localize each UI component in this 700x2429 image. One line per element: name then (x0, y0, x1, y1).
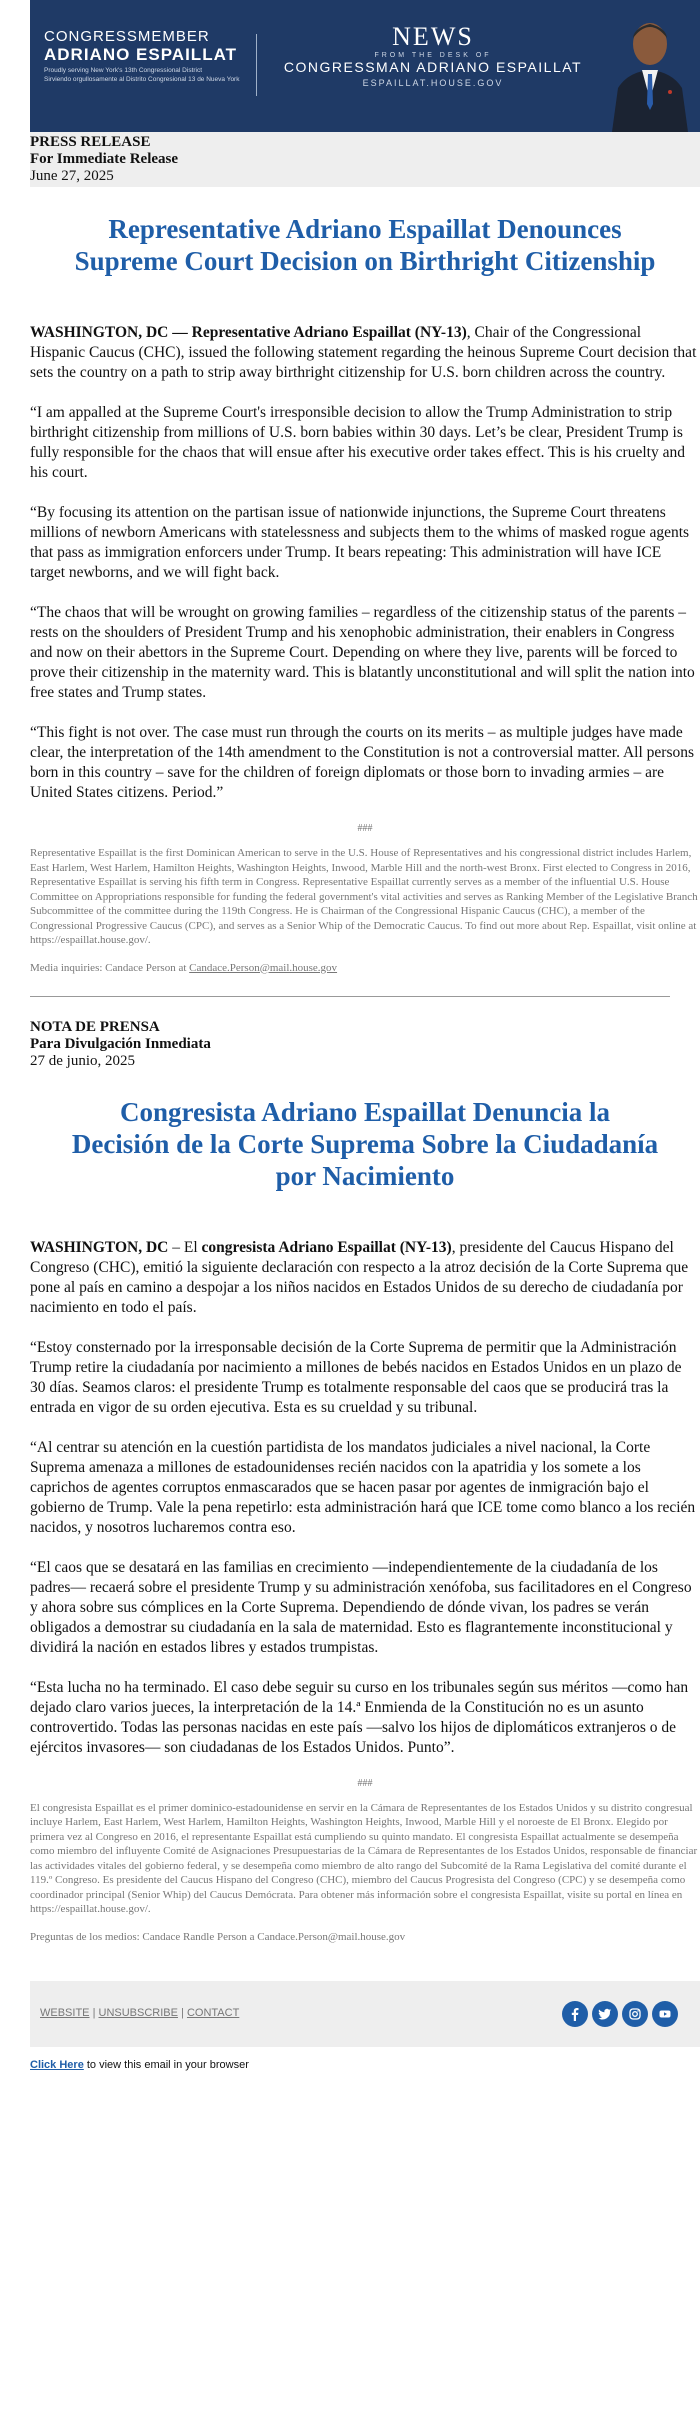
page-title-es: Congresista Adriano Espaillat Denuncia la Decisión de la Corte Suprema Sobre la Ciudadanía por Nacimiento (71, 1096, 659, 1191)
release-date: June 27, 2025 (30, 168, 114, 184)
twitter-icon[interactable] (592, 2001, 618, 2027)
banner-title-line1: CONGRESSMEMBER (44, 28, 210, 45)
banner-from: FROM THE DESK OF (374, 52, 492, 59)
lead-text: , Chair of the Congressional Hispanic Caucus (CHC), issued the following statement regarding the heinous Supreme Court decision that sets the country on a path to strip away birthright citizenship for U.S. born children across the country. (30, 324, 697, 381)
header-banner (30, 0, 700, 132)
quote-paragraph-es-1: “Estoy consternado por la irresponsable decisión de la Corte Suprema de permitir que la Administración Trump retire la ciudadanía por nacimiento a millones de bebés nacidos en Estados Unidos en un plazo de 30 días. Seamos claros: el presidente Trump es totalmente responsable del caos que se producirá tras la entrada en vigor de su orden ejecutiva. Esta es su crueldad y su tribunal. (30, 1338, 682, 1416)
view-in-browser-link[interactable]: Click Here (30, 2058, 84, 2071)
boilerplate-es: El congresista Espaillat es el primer dominico-estadounidense en servir en la Cámara de Representantes de los Estados Unidos y su distrito congresual incluye Harlem, East Harlem, West Harlem, Hamilton Heights, Washington Heights, Inwood, Marble Hill y el noroeste de El Bronx. Elegido por primera vez al Congreso en 2016, el representante Espaillat está cumpliendo su quinto mandato. El congresista Espaillat actualmente se desempeña como miembro del influyente Comité de Asignaciones Presupuestarias de la Cámara de Representantes de los Estados Unidos, responsable de financiar las actividades vitales del gobierno federal, y se desempeña como miembro de alto rango del Subcomité de la Rama Legislativa del comité durante el 119.º Congreso. Es presidente del Caucus Hispano del Congreso (CHC), miembro del Caucus Progresista del Congreso (CPC) y se desempeña como coordinador principal (Senior Whip) del Caucus Demócrata. Para obtener más información sobre el congresista Espaillat, visite su portal en línea en https://espaillat.house.gov/. (30, 1801, 698, 1915)
banner-url: ESPAILLAT.HOUSE.GOV (362, 78, 504, 88)
media-inquiries (30, 962, 700, 974)
website-link[interactable]: WEBSITE (40, 2006, 90, 2019)
section-separator: ### (357, 823, 373, 834)
social-icons (562, 2001, 678, 2027)
lead-paragraph-es (30, 1238, 700, 1318)
release-date-es: 27 de junio, 2025 (30, 1052, 135, 1069)
lead-dateline: WASHINGTON, DC — Representative Adriano Espaillat (NY-13) (30, 324, 467, 341)
unsubscribe-link[interactable]: UNSUBSCRIBE (98, 2006, 178, 2019)
boilerplate: Representative Espaillat is the first Dominican American to serve in the U.S. House of Representatives and his congressional district includes Harlem, East Harlem, West Harlem, Hamilton Heights, Washington Heights, Inwood, Marble Hill and the north-west Bronx. First elected to Congress in 2016, Representative Espaillat is serving his fifth term in Congress. Representative Espaillat currently serves as a member of the influential U.S. House Committee on Appropriations responsible for funding the federal government's vital activities and serves as Ranking Member of the Legislative Branch Subcommittee of the committee during the 119th Congress. He is Chairman of the Congressional Hispanic Caucus (CHC), a member of the Congressional Progressive Caucus (CPC), and serves as a Senior Whip of the Democratic Caucus. To find out more about Rep. Espaillat, visit online at https://espaillat.house.gov/. (30, 847, 698, 946)
footer-bar (30, 1981, 700, 2047)
quote-paragraph-3: “The chaos that will be wrought on growing families – regardless of the citizenship status of the parents – rests on the shoulders of President Trump and his xenophobic administration, their enablers in Congress and now on their abettors in the Supreme Court. Depending on where they live, parents will be forced to prove their citizenship in the maternity ward. This is blatantly unconstitutional and will split the nation into free states and Trump states. (30, 604, 695, 701)
quote-paragraph-es-2: “Al centrar su atención en la cuestión partidista de los mandatos judiciales a nivel nacional, la Corte Suprema amenaza a millones de estadounidenses recién nacidos con la apatridia y los somete a los caprichos de agentes corruptos enmascarados que se hacen pasar por agentes de inmigración bajo el gobierno de Trump. Vale la pena repetirlo: esta administración hará que ICE tome como blanco a los recién nacidos, y nosotros lucharemos contra eso. (30, 1438, 696, 1536)
lead-paragraph (30, 323, 700, 383)
congressman-portrait (608, 8, 692, 132)
email-container (30, 0, 700, 2071)
footer-divider: | (89, 2006, 99, 2019)
press-release-info (30, 132, 700, 187)
banner-tagline-en: Proudly serving New York's 13th Congressional District (44, 67, 203, 74)
facebook-icon[interactable] (562, 2001, 588, 2027)
banner-news: NEWS (392, 22, 474, 51)
banner-title-line2: ADRIANO ESPAILLAT (44, 45, 237, 64)
quote-paragraph-1: “I am appalled at the Supreme Court's irresponsible decision to allow the Trump Administration to strip birthright citizenship from millions of U.S. born babies within 30 days. Let’s be clear, President Trump is fully responsible for the chaos that will ensue after his executive order takes effect. This is his cruelty and his court. (30, 404, 685, 481)
release-type-es: Para Divulgación Inmediata (30, 1035, 211, 1052)
section-separator-es: ### (357, 1777, 373, 1789)
media-inquiries-es: Preguntas de los medios: Candace Randle Person a Candace.Person@mail.house.gov (30, 1930, 406, 1943)
quote-paragraph-es-4: “Esta lucha no ha terminado. El caso debe seguir su curso en los tribunales según sus méritos —como han dejado claro varios jueces, la interpretación de la 14.ª Enmienda de la Constitución no es un asunto controvertido. Todas las personas nacidas en este país —salvo los hijos de diplomáticos extranjeros o de ejércitos invasores— son ciudadanas de los Estados Unidos. Punto”. (30, 1678, 689, 1756)
banner-right (268, 22, 598, 88)
quote-paragraph-4: “This fight is not over. The case must run through the courts on its merits – as multiple judges have made clear, the interpretation of the 14th amendment to the Constitution is not a controversial matter. All persons born in this country – save for the children of foreign diplomats or those born to invading armies – are United States citizens. Period.” (30, 724, 695, 801)
footer-links (40, 2007, 239, 2019)
press-release-label-es: NOTA DE PRENSA (30, 1018, 160, 1035)
lead-text-es: , presidente del Caucus Hispano del Congreso (CHC), emitió la siguiente declaración con respecto a la atroz decisión de la Corte Suprema que pone al país en camino a despojar a los niños nacidos en Estados Unidos de su derecho de ciudadanía por nacimiento en todo el país. (30, 1238, 689, 1316)
media-email-link[interactable]: Candace.Person@mail.house.gov (189, 961, 338, 974)
release-type: For Immediate Release (30, 151, 179, 167)
youtube-icon[interactable] (652, 2001, 678, 2027)
lead-name-es: congresista Adriano Espaillat (NY-13) (201, 1238, 452, 1256)
view-in-browser (30, 2059, 700, 2071)
language-divider (30, 996, 670, 997)
banner-divider (256, 34, 257, 96)
lead-mid-es: – El (168, 1238, 202, 1256)
footer-divider: | (177, 2006, 187, 2019)
banner-tagline-es: Sirviendo orgullosamente al Distrito Congresional 13 de Nueva York (44, 76, 240, 83)
media-prefix: Media inquiries: Candace Person at (30, 961, 190, 974)
press-release-label: PRESS RELEASE (30, 134, 151, 150)
instagram-icon[interactable] (622, 2001, 648, 2027)
banner-left (44, 28, 239, 83)
banner-congressman: CONGRESSMAN ADRIANO ESPAILLAT (283, 59, 583, 75)
press-release-info-es (30, 1019, 700, 1070)
page-title: Representative Adriano Espaillat Denounces Supreme Court Decision on Birthright Citizenship (74, 214, 656, 276)
quote-paragraph-2: “By focusing its attention on the partisan issue of nationwide injunctions, the Supreme Court threatens millions of newborn Americans with statelessness and subjects them to the whims of masked rogue agents that pass as immigration enforcers under Trump. It bears repeating: This administration will have ICE target newborns, and we will fight back. (30, 504, 690, 581)
view-in-browser-text: to view this email in your browser (83, 2058, 249, 2071)
contact-link[interactable]: CONTACT (186, 2006, 240, 2019)
lead-dateline-es: WASHINGTON, DC (30, 1238, 169, 1256)
quote-paragraph-es-3: “El caos que se desatará en las familias en crecimiento —independientemente de la ciudadanía de los padres— recaerá sobre el presidente Trump y su administración xenófoba, sus facilitadores en el Congreso y ahora sobre sus cómplices en la Corte Suprema. Dependiendo de dónde vivan, los padres se verán obligados a demostrar su ciudadanía en la sala de maternidad. Esto es flagrantemente inconstitucional y dividirá la nación en estados libres y estados trumpistas. (30, 1558, 692, 1656)
